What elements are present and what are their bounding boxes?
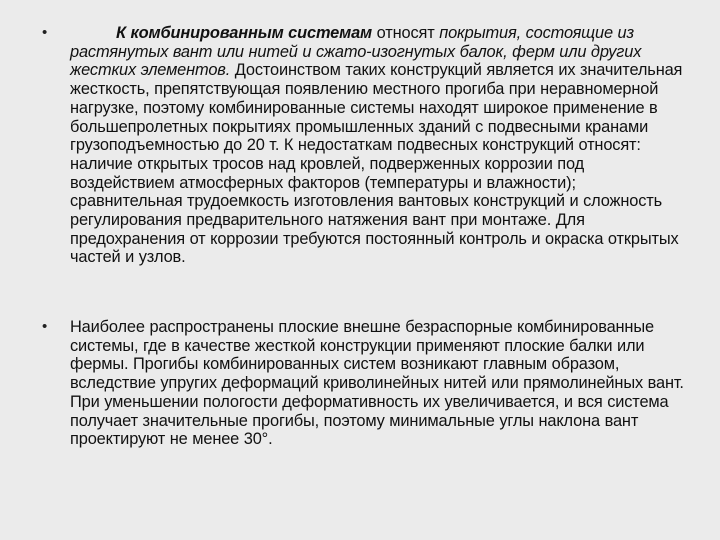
lead-verb: относят: [372, 24, 440, 42]
bullet-dot-2: •: [42, 318, 48, 335]
paragraph-1-body: Достоинством таких конструкций является их значительная жесткость, препятствующая появлению местного прогиба при неравномерной нагрузке, поэтому комбинированные системы находят широкое применение в большепролетных покрытиях промышленных зданий с подвесными кранами грузоподъемностью до 20 т. К недостаткам подвесных конструкций относят: наличие открытых тросов над кровлей, подверженных коррозии под воздействием атмосферных факторов (температуры и влажности); сравнительная трудоемкость изготовления вантовых конструкций и сложность регулирования предварительного натяжения вант при монтаже. Для предохранения от коррозии требуются постоянный контроль и окраска открытых частей и узлов.: [70, 61, 683, 267]
paragraph-1: [70, 24, 688, 267]
paragraph-2: Наиболее распространены плоские внешне безраспорные комбинированные системы, где в качестве жесткой конструкции применяют плоские балки или фермы. Прогибы комбинированных систем возникают главным образом, вследствие упругих деформаций криволинейных нитей или прямолинейных вант. При уменьшении пологости деформативность их увеличивается, и вся система получает значительные прогибы, поэтому минимальные углы наклона вант проектируют не менее 30°.: [70, 318, 684, 449]
lead-emphasis: К комбинированным системам: [116, 24, 373, 42]
bullet-dot-1: •: [42, 24, 48, 41]
italic-definition: покрытия, состоящие из растянутых вант или нитей и сжато-изогнутых балок, ферм или других жестких элементов.: [70, 24, 642, 80]
